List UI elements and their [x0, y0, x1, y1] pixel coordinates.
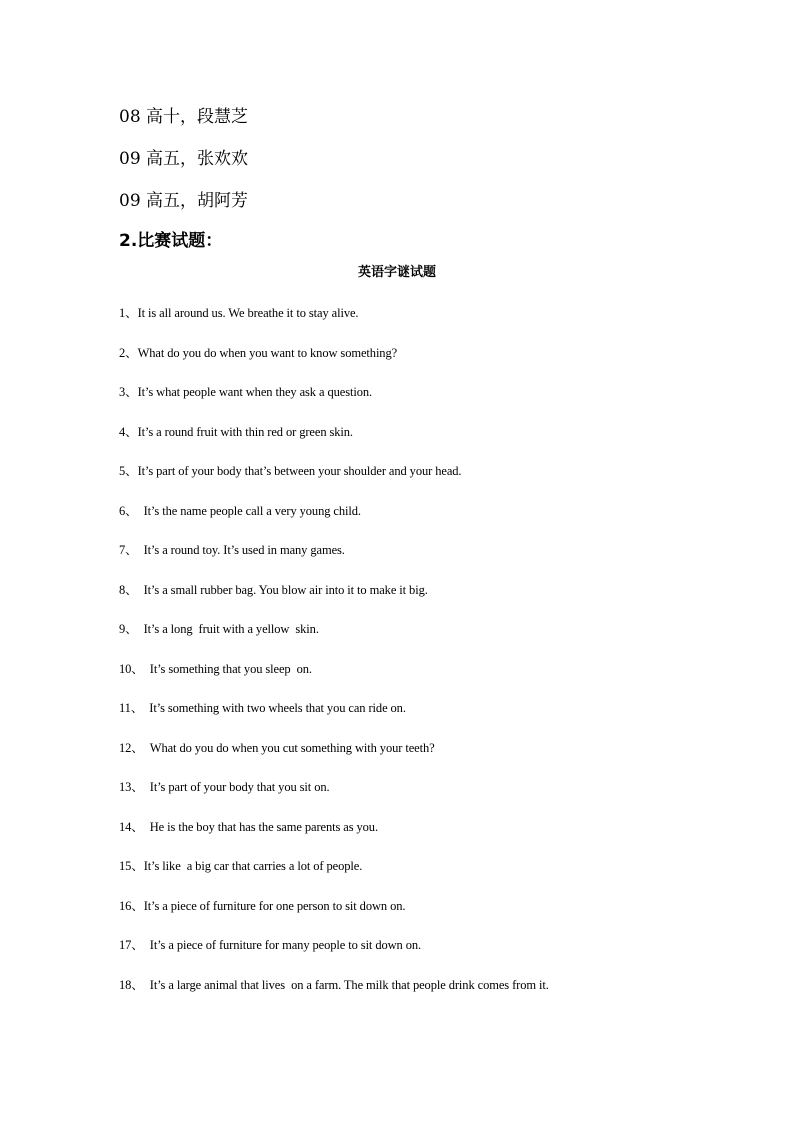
question-text: It is all around us. We breathe it to stay alive.	[137, 306, 359, 320]
quiz-title: 英语字谜试题	[357, 265, 436, 280]
question-number: 15、	[119, 859, 144, 873]
question-list	[119, 303, 719, 1014]
question-number: 2、	[119, 345, 138, 360]
question-text: It’s a piece of furniture for one person to sit down on.	[143, 898, 406, 913]
question-text: It’s a round fruit with thin red or green skin.	[137, 424, 353, 439]
question-text: It’s part of your body that’s between your shoulder and your head.	[137, 464, 462, 478]
question-number: 14、	[119, 819, 144, 834]
question-text: It’s a small rubber bag. You blow air into it to make it big.	[137, 582, 428, 597]
question-number: 1、	[119, 306, 138, 320]
question-text: It’s something that you sleep on.	[143, 661, 312, 676]
question-text: It’s a piece of furniture for many people to sit down on.	[143, 938, 422, 952]
question-item	[119, 540, 719, 580]
question-item	[119, 738, 719, 778]
question-text: He is the boy that has the same parents as you.	[143, 819, 378, 834]
participant-line: 08 高十，段慧芝	[119, 107, 249, 127]
question-text: It’s part of your body that you sit on.	[143, 780, 330, 794]
question-number: 6、	[119, 503, 138, 518]
question-number: 3、	[119, 385, 138, 399]
question-item	[119, 461, 719, 501]
question-number: 12、	[119, 740, 144, 755]
question-text: It’s the name people call a very young child.	[137, 503, 361, 518]
question-item	[119, 422, 719, 462]
question-number: 11、	[119, 701, 144, 715]
question-item	[119, 580, 719, 620]
question-item	[119, 777, 719, 817]
participant-list	[119, 104, 248, 230]
question-text: It’s something with two wheels that you can ride on.	[143, 701, 406, 715]
question-item	[119, 501, 719, 541]
question-item	[119, 856, 719, 896]
question-text: It’s a long fruit with a yellow skin.	[137, 622, 319, 636]
question-item	[119, 343, 719, 383]
question-text: It’s a large animal that lives on a farm. The milk that people drink comes from it.	[143, 977, 549, 992]
question-number: 8、	[119, 582, 138, 597]
participant-line: 09 高五，胡阿芳	[119, 191, 249, 211]
question-item	[119, 817, 719, 857]
question-text: It’s like a big car that carries a lot of people.	[143, 859, 363, 873]
question-item	[119, 896, 719, 936]
question-number: 17、	[119, 938, 144, 952]
question-number: 16、	[119, 898, 144, 913]
question-text: It’s what people want when they ask a question.	[137, 385, 373, 399]
question-number: 18、	[119, 977, 144, 992]
question-number: 13、	[119, 780, 144, 794]
question-number: 7、	[119, 543, 138, 557]
question-text: What do you do when you cut something with your teeth?	[143, 740, 435, 755]
section-heading: 2.比赛试题：	[119, 231, 223, 251]
question-text: What do you do when you want to know something?	[137, 345, 398, 360]
question-item	[119, 303, 719, 343]
question-item	[119, 698, 719, 738]
question-number: 9、	[119, 622, 138, 636]
question-number: 5、	[119, 464, 138, 478]
question-number: 4、	[119, 424, 138, 439]
question-number: 10、	[119, 661, 144, 676]
question-item	[119, 659, 719, 699]
question-item	[119, 382, 719, 422]
question-item	[119, 619, 719, 659]
question-item	[119, 935, 719, 975]
question-item	[119, 975, 719, 1015]
participant-line: 09 高五，张欢欢	[119, 149, 249, 169]
question-text: It’s a round toy. It’s used in many games.	[137, 543, 345, 557]
